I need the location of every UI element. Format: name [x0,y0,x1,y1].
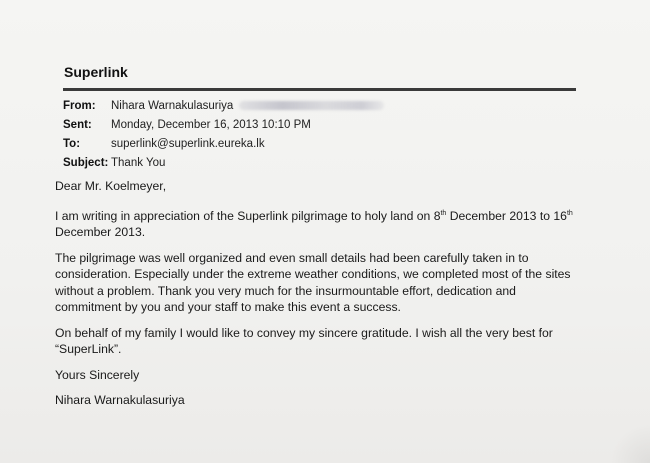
sent-row [63,115,384,134]
subject-label: Subject: [63,156,109,169]
greeting: Dear Mr. Koelmeyer, [55,179,167,193]
paragraph-1-part-a: I am writing in appreciation of the Superlink pilgrimage to holy land on 8 [55,208,441,223]
subject-row [63,153,384,172]
subject-value: Thank You [111,156,166,169]
page-corner-shadow [610,423,650,463]
email-header-block [63,96,384,172]
paragraph-1-part-c: December 2013. [55,225,146,239]
ordinal-suffix-1: th [440,209,447,217]
paragraph-3: On behalf of my family I would like to convey my sincere gratitude. I wish all the very best for “SuperLink”. [55,325,553,356]
paragraph-1-part-b: December 2013 to 16 [446,208,567,223]
closing: Yours Sincerely [55,367,140,382]
sent-label: Sent: [63,118,92,131]
paragraph-1 [55,208,585,241]
from-row [63,96,384,115]
sent-value: Monday, December 16, 2013 10:10 PM [111,118,311,131]
to-value: superlink@superlink.eureka.lk [111,137,265,150]
from-name: Nihara Warnakulasuriya [111,99,234,112]
to-label: To: [63,137,81,150]
from-value [111,100,384,112]
ordinal-suffix-2: th [566,209,573,217]
to-row [63,134,384,153]
signature-name: Nihara Warnakulasuriya [55,393,185,407]
redacted-email-blur [239,101,384,110]
brand-title: Superlink [64,64,128,80]
from-label: From: [63,99,96,112]
header-divider [63,88,576,91]
letter-body [55,178,585,409]
paragraph-2: The pilgrimage was well organized and even small details had been carefully taken in to consideration. Especially under the extreme weather conditions, we completed most of the sites without a problem. Thank you very much for the insurmountable effort, dedication and commitment by you and your staff to make this event a success. [55,250,571,314]
